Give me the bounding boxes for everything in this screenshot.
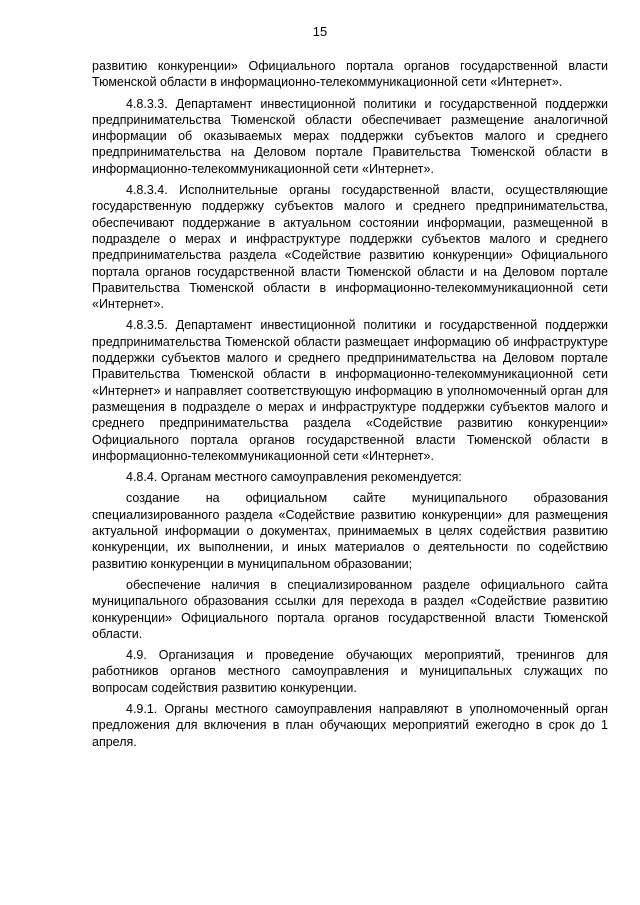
paragraph-continuation: развитию конкуренции» Официального портала органов государственной власти Тюменской области в информационно-телекоммуникационной сети «Интернет». bbox=[92, 59, 608, 90]
paragraph-4-8-4-item-2: обеспечение наличия в специализированном разделе официального сайта муниципального образования ссылки для перехода в раздел «Содействие развитию конкуренции» Официального портала органов государственной власти Тюменской области. bbox=[92, 577, 608, 641]
paragraph-4-8-3-4: 4.8.3.4. Исполнительные органы государственной власти, осуществляющие государственную поддержку субъектов малого и среднего предпринимательства, обеспечивают поддержание в актуальном состоянии информации, размещенной в подразделе о мерах и инфраструктуре поддержки субъектов малого и среднего предпринимательства раздела «Содействие развитию конкуренции» Официального портала органов государственной власти Тюменской области и на Деловом портале Правительства Тюменской области в информационно-телекоммуникационной сети «Интернет». bbox=[92, 183, 608, 312]
paragraph-4-8-3-3: 4.8.3.3. Департамент инвестиционной политики и государственной поддержки предпринимательства Тюменской области обеспечивает размещение аналогичной информации об оказываемых мерах поддержки субъектов малого и среднего предпринимательства на Деловом портале Правительства Тюменской области в информационно-телекоммуникационной сети «Интернет». bbox=[92, 96, 608, 176]
paragraph-4-8-4-item-1: создание на официальном сайте муниципального образования специализированного раздела «Содействие развитию конкуренции» для размещения актуальной информации о документах, принимаемых в целях содействия развитию конкуренции, их выполнении, и иных материалов о деятельности по содействию развитию конкуренции в муниципальном образовании; bbox=[92, 491, 608, 571]
paragraph-4-8-3-5: 4.8.3.5. Департамент инвестиционной политики и государственной поддержки предпринимательства Тюменской области размещает информацию об инфраструктуре поддержки субъектов малого и среднего предпринимательства на Деловом портале Правительства Тюменской области в информационно-телекоммуникационной сети «Интернет» и направляет соответствующую информацию в уполномоченный орган для размещения в подразделе о мерах и инфраструктуре поддержки субъектов малого и среднего предпринимательства раздела «Содействие развитию конкуренции» Официального портала органов государственной власти Тюменской области в информационно-телекоммуникационной сети «Интернет». bbox=[92, 318, 608, 463]
paragraph-4-9: 4.9. Организация и проведение обучающих мероприятий, тренингов для работников органов местного самоуправления и муниципальных служащих по вопросам содействия развитию конкуренции. bbox=[92, 648, 608, 695]
page-number: 15 bbox=[312, 24, 328, 39]
paragraph-4-9-1: 4.9.1. Органы местного самоуправления направляют в уполномоченный орган предложения для включения в план обучающих мероприятий ежегодно в срок до 1 апреля. bbox=[92, 701, 608, 749]
paragraph-4-8-4: 4.8.4. Органам местного самоуправления рекомендуется: bbox=[126, 470, 462, 485]
document-body bbox=[92, 58, 608, 755]
